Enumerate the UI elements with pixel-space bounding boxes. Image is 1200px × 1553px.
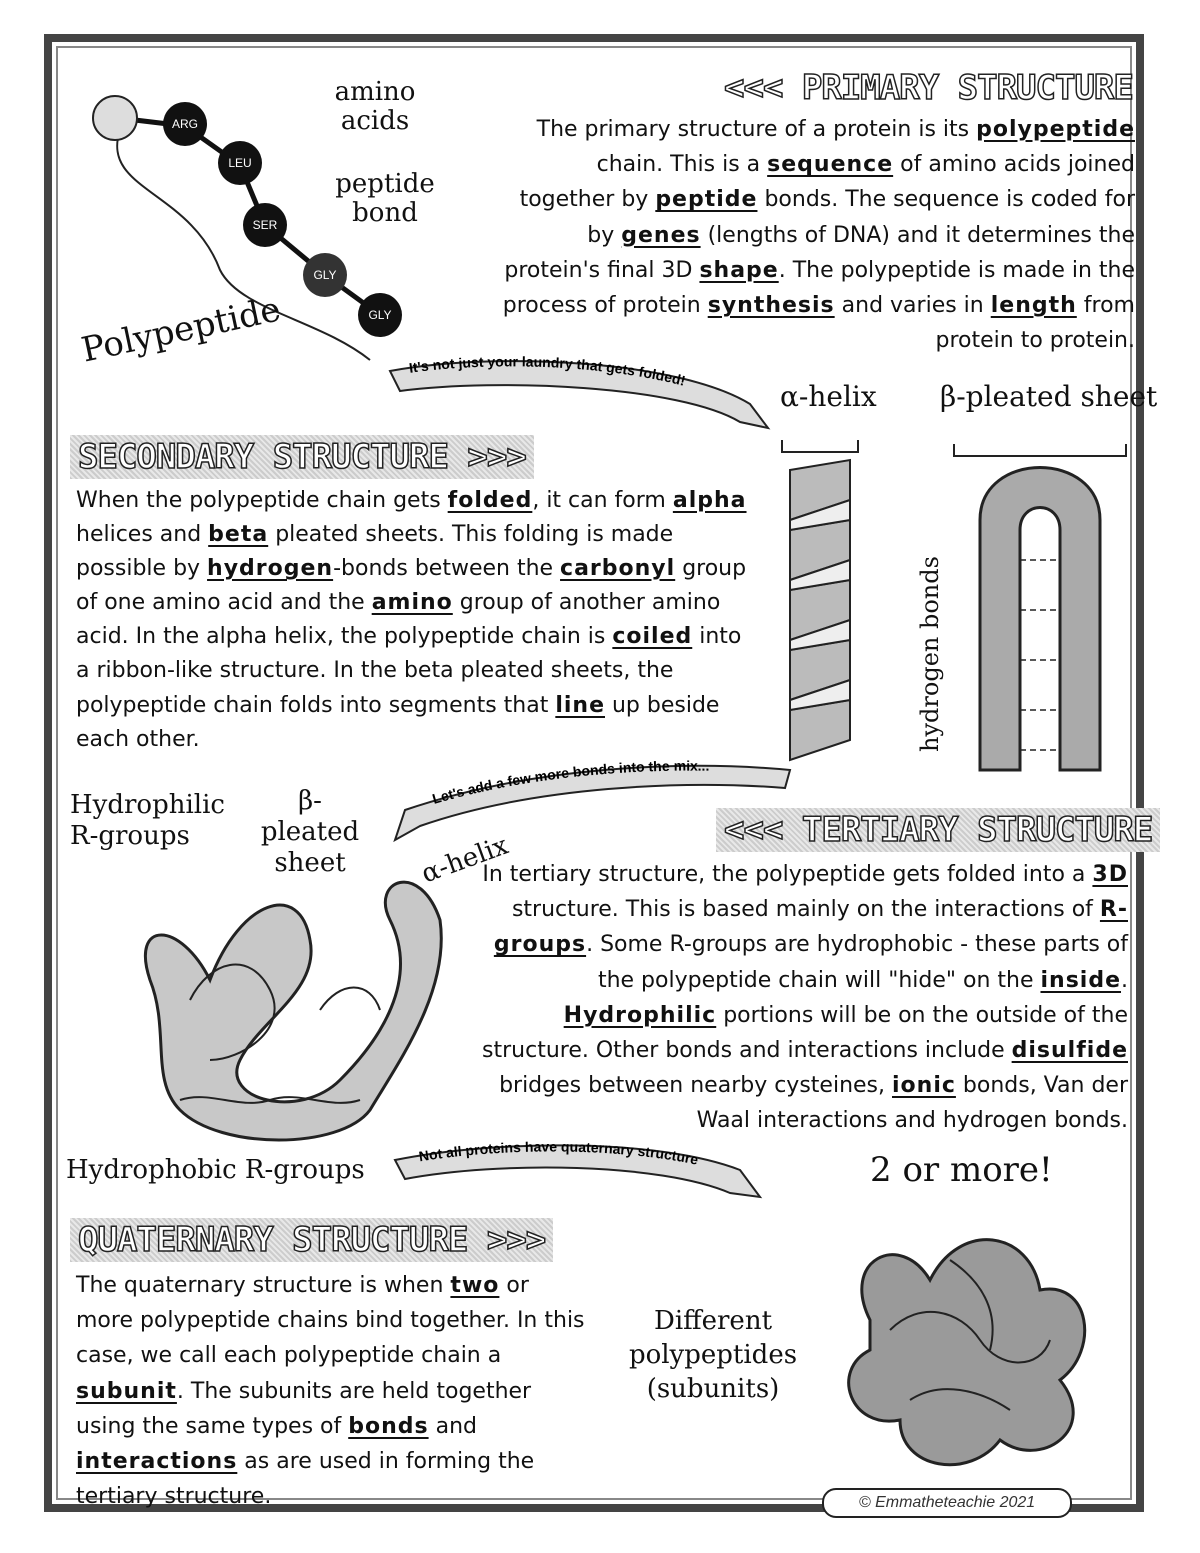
amino-acid-bead-0 xyxy=(93,96,137,140)
hydrogen-bonds-label: hydrogen bonds xyxy=(916,556,944,752)
keyword: coiled xyxy=(612,624,693,650)
keyword: hydrogen xyxy=(207,556,334,582)
beta-sheet-diagram xyxy=(940,430,1140,790)
bead-ser: SER xyxy=(243,203,287,247)
keyword: R-groups xyxy=(493,897,1128,958)
keyword: amino xyxy=(371,590,453,616)
keyword: carbonyl xyxy=(560,556,676,582)
bead-arg: ARG xyxy=(163,102,207,146)
quaternary-text: The quaternary structure is when two or more polypeptide chains bind together. In this case, we call each polypeptide chain a subunit. The subunits are held together using the same types of bonds and interactions as are used in forming the tertiary structure. xyxy=(76,1273,585,1510)
keyword: folded xyxy=(447,488,533,513)
amino-acids-label: amino acids xyxy=(334,77,416,136)
secondary-title: SECONDARY STRUCTURE >>> xyxy=(70,435,534,479)
tertiary-text: In tertiary structure, the polypeptide gets folded into a 3D structure. This is based mainly on the interactions of R-groups. Some R-groups are hydrophobic - these parts of the polypeptide chain will "hide" on the inside. Hydrophilic portions will be on the outside of the structure. Other bonds and interactions include disulfide bridges between nearby cysteines, ionic bonds, Van der Waal interactions and hydrogen bonds. xyxy=(482,862,1128,1134)
keyword: polypeptide xyxy=(976,117,1135,142)
keyword: subunit xyxy=(76,1378,177,1404)
keyword: ionic xyxy=(892,1073,956,1099)
keyword: beta xyxy=(208,522,269,548)
keyword: inside xyxy=(1040,967,1121,993)
different-polypeptides-label: Different polypeptides (subunits) xyxy=(628,1306,798,1404)
secondary-text: When the polypeptide chain gets folded, it can form alpha helices and beta pleated sheets. This folding is made possible by hydrogen-bonds between the carbonyl group of one amino acid and the amino group of another amino acid. In the alpha helix, the polypeptide chain is coiled into a ribbon-like structure. In the beta pleated sheets, the polypeptide chain folds into segments that line up beside each other. xyxy=(76,488,747,752)
hydrophilic-label: Hydrophilic R-groups xyxy=(70,790,225,852)
beta-sheet-label: β-pleated sheet xyxy=(940,380,1158,413)
credit-badge: © Emmatheteachie 2021 xyxy=(822,1488,1072,1518)
banner-quaternary xyxy=(380,1135,770,1225)
alpha-helix-diagram xyxy=(770,430,870,770)
keyword: 3D xyxy=(1092,862,1128,887)
keyword: bonds xyxy=(348,1413,429,1439)
primary-text: The primary structure of a protein is its polypeptide chain. This is a sequence of amino acids joined together by peptide bonds. The sequence is coded for by genes (lengths of DNA) and it determines the protein's final 3D shape. The polypeptide is made in the process of protein synthesis and varies in length from protein to protein. xyxy=(502,117,1135,354)
quaternary-title: QUATERNARY STRUCTURE >>> xyxy=(70,1218,553,1262)
keyword: genes xyxy=(621,222,701,248)
keyword: shape xyxy=(699,257,779,283)
tertiary-beta-label: β-pleated sheet xyxy=(260,786,360,879)
tertiary-title: <<< TERTIARY STRUCTURE xyxy=(716,808,1160,852)
peptide-bond-label: peptide bond xyxy=(335,169,435,228)
keyword: disulfide xyxy=(1011,1037,1128,1063)
keyword: two xyxy=(450,1273,500,1298)
polypeptide-label: Polypeptide xyxy=(78,289,285,371)
hydrophobic-label: Hydrophobic R-groups xyxy=(66,1155,365,1185)
tertiary-structure-diagram xyxy=(120,860,450,1160)
svg-text:Not all proteins have quaterna: Not all proteins have quaternary structure xyxy=(417,1138,700,1168)
keyword: sequence xyxy=(767,152,894,178)
bead-leu: LEU xyxy=(218,141,262,185)
keyword: Hydrophilic xyxy=(563,1002,717,1028)
keyword: length xyxy=(990,292,1077,318)
keyword: alpha xyxy=(672,488,747,513)
two-or-more-label: 2 or more! xyxy=(870,1150,1053,1190)
banner-laundry xyxy=(380,356,780,446)
alpha-helix-label: α-helix xyxy=(780,380,877,413)
svg-text:It's not just your laundry tha: It's not just your laundry that gets folded! xyxy=(407,356,688,389)
keyword: line xyxy=(555,692,605,718)
tertiary-alpha-label: α-helix xyxy=(417,830,513,890)
keyword: synthesis xyxy=(707,292,835,318)
keyword: interactions xyxy=(76,1448,238,1474)
primary-title: <<< PRIMARY STRUCTURE xyxy=(724,68,1133,108)
bead-gly-1: GLY xyxy=(303,253,347,297)
quaternary-structure-diagram xyxy=(810,1200,1110,1480)
bead-gly-2: GLY xyxy=(358,293,402,337)
keyword: peptide xyxy=(655,187,758,213)
svg-text:Let's add a few more bonds int: Let's add a few more bonds into the mix... xyxy=(430,760,710,807)
